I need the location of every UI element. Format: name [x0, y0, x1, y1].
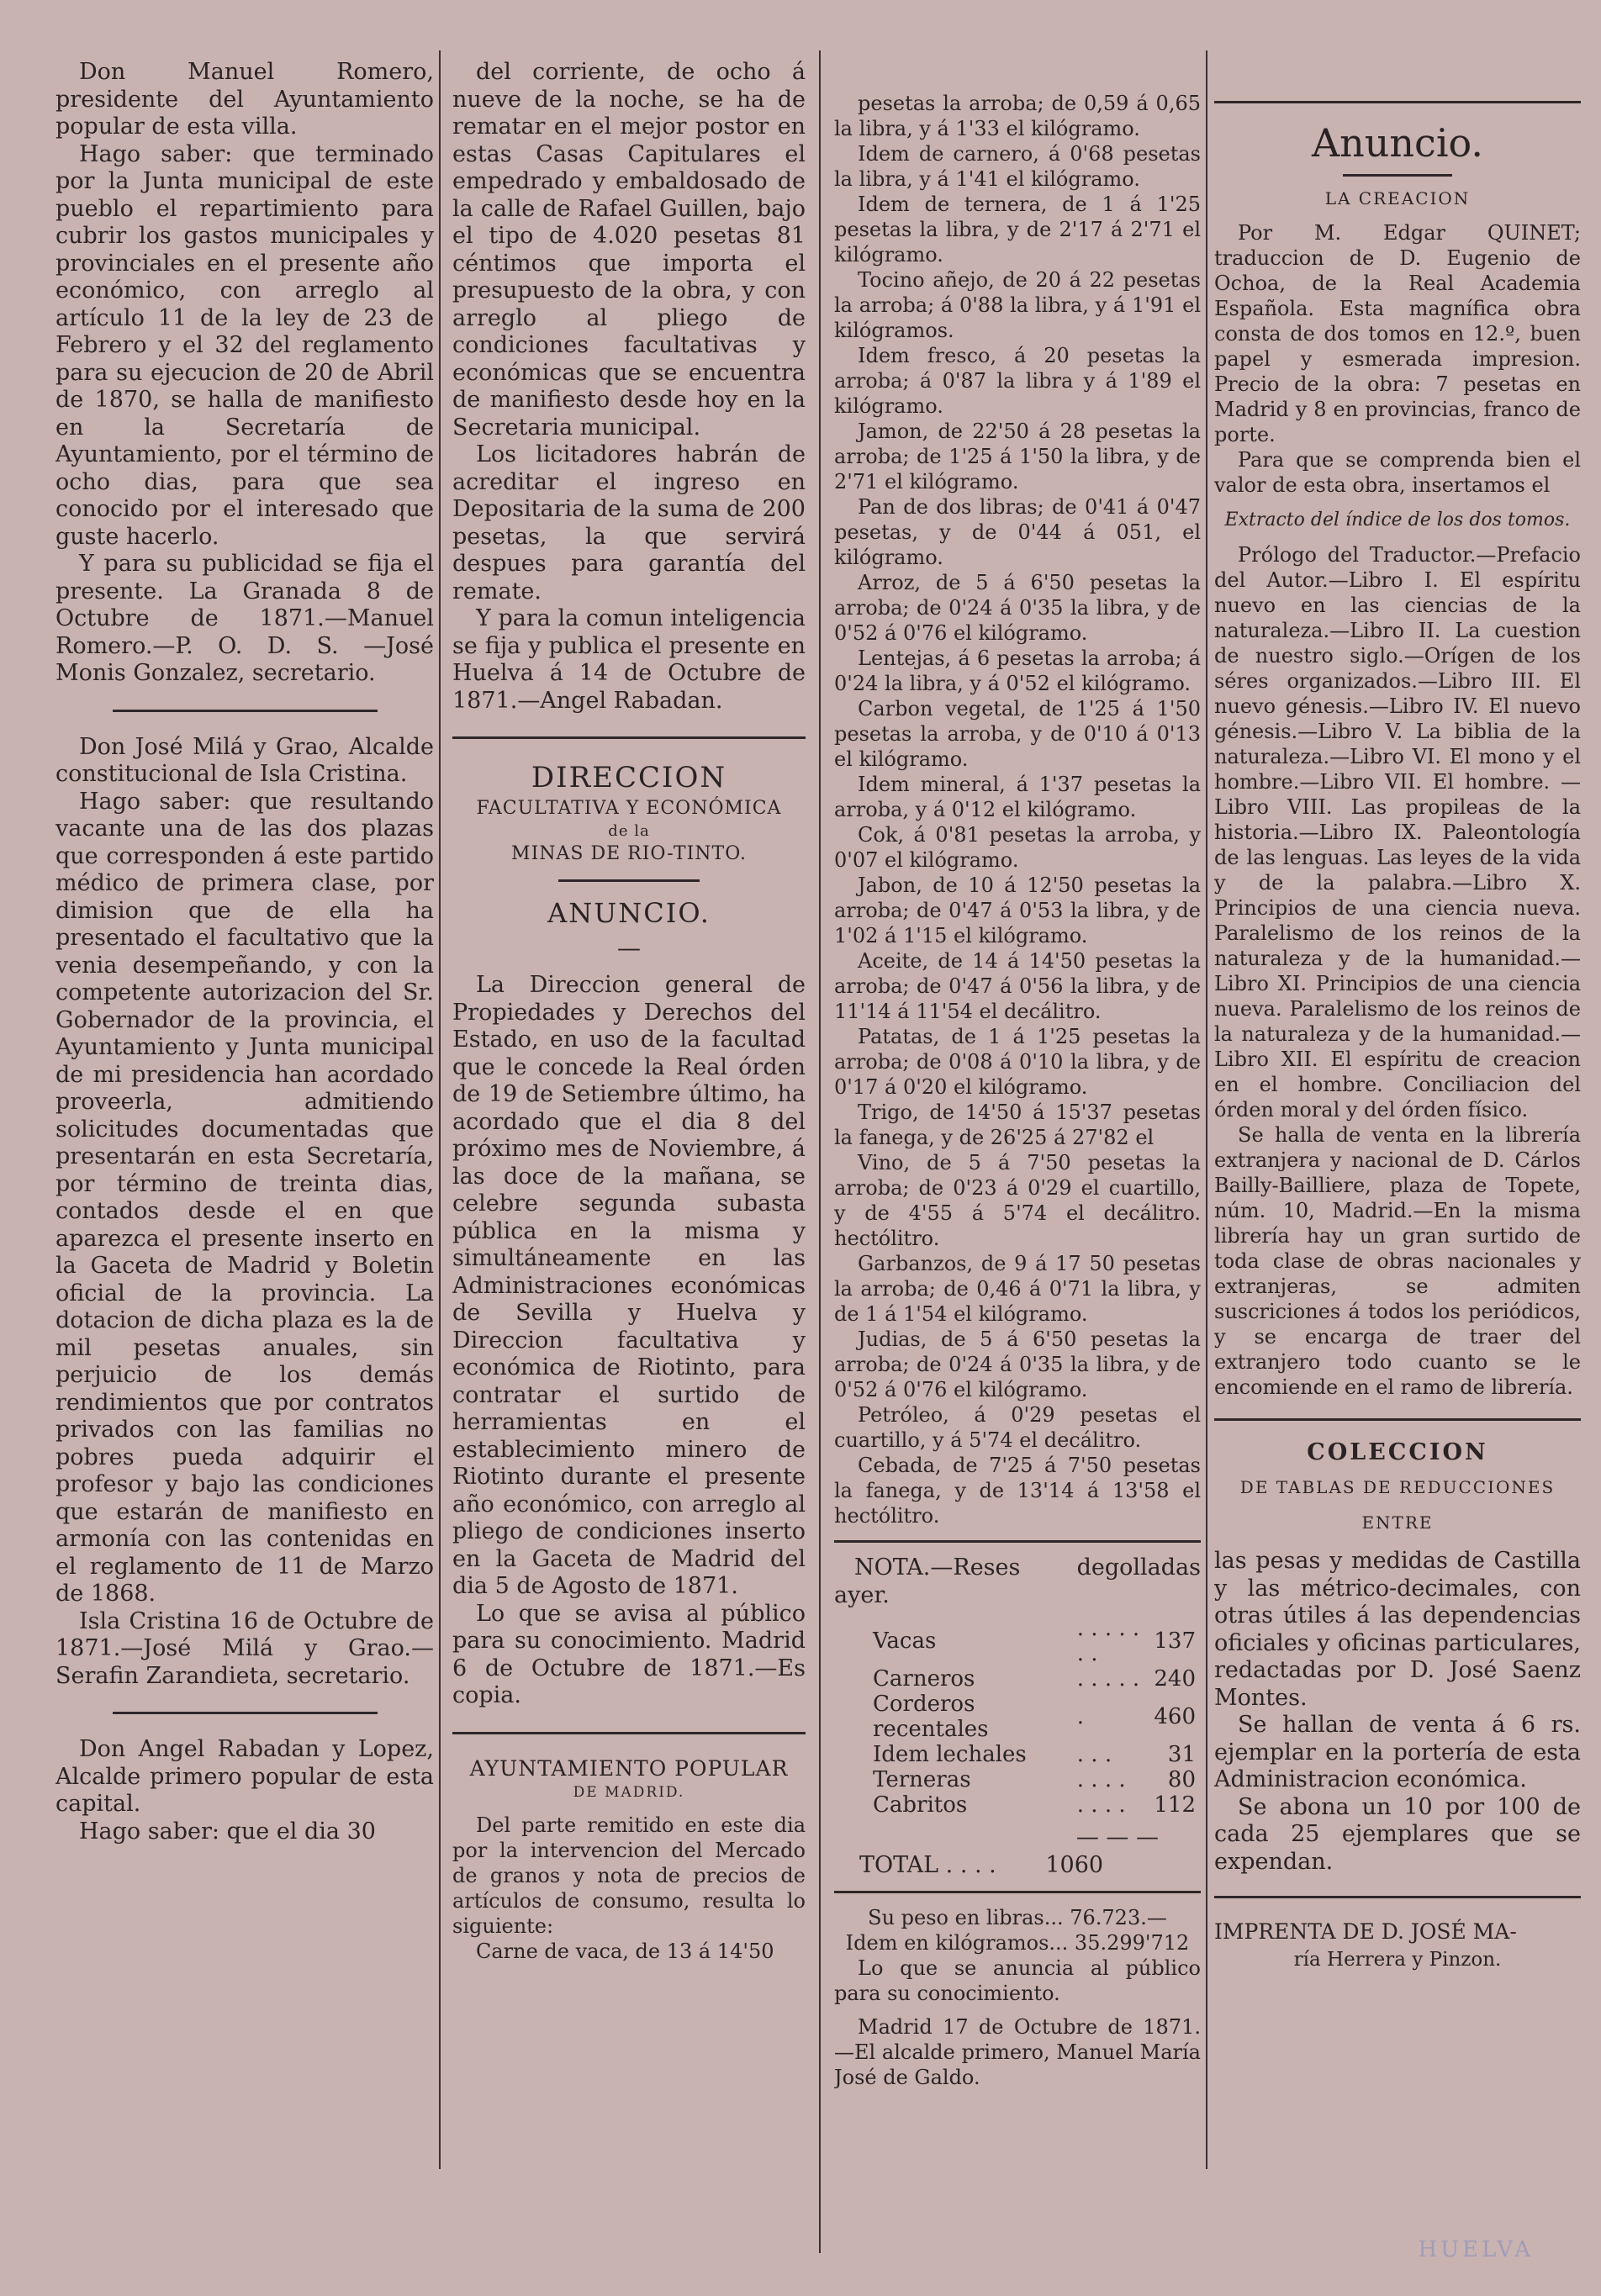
- rabadan-body: del corriente, de ocho á nueve de la noche, se ha de rematar en el mejor postor en estas Casas Capitulares el empedrado y embaldosado de la calle de Rafael Guillen, bajo el tipo de 4.020 pesetas 81 céntimos que importa el presupuesto de la obra, y con arreglo al pliego de condiciones facultativas y económicas que se encuentra de manifiesto desde hoy en la Secretaria municipal.: [452, 59, 806, 441]
- mercado-intro: Del parte remitido en este dia por la intervencion del Mercado de granos y nota de precios de artículos de consumo, resulta lo siguiente:: [452, 1813, 806, 1938]
- separator: [1343, 174, 1453, 177]
- peso-libras: Su peso en libras... 76.723.—: [868, 1906, 1167, 1929]
- reses-value: 137: [1154, 1628, 1196, 1654]
- ayuntamiento-header: [452, 1756, 806, 1801]
- rabadan-signature: Y para la comun inteligencia se fija y publica el presente en Huelva á 14 de Octubre de 1871.—Angel Rabadan.: [452, 605, 806, 714]
- price-item: Cebada, de 7'25 á 7'50 pesetas la fanega, y de 13'14 á 13'58 el hectólitro.: [834, 1454, 1201, 1528]
- column-1: [55, 59, 434, 1845]
- peso-kilogramos: Idem en kilógramos... 35.299'712: [845, 1931, 1190, 1955]
- table-row: [868, 1767, 1201, 1792]
- reses-value: 240: [1154, 1666, 1196, 1692]
- mila-heading: Don José Milá y Grao, Alcalde constitucional de Isla Cristina.: [55, 733, 434, 787]
- table-row: [868, 1666, 1201, 1692]
- venta-body: Se halla de venta en la librería extranjera y nacional de D. Cárlos Bailly-Bailliere, plaza de Topete, núm. 10, Madrid.—En la misma librería hay un gran surtido de toda clase de obras nacionales y extranjeras, se admiten suscriciones á todos los periódicos, y se encarga de traer del extranjero todo cuanto se le encomiende en el ramo de librería.: [1214, 1123, 1581, 1399]
- reses-name: Idem lechales: [873, 1742, 1027, 1767]
- reses-dots: .: [1076, 1704, 1085, 1729]
- reses-name: Cabritos: [873, 1792, 968, 1818]
- romero-heading: Don Manuel Romero, presidente del Ayuntamiento popular de esta villa.: [55, 59, 434, 140]
- total-rule: — — —: [1075, 1824, 1159, 1850]
- reses-dots: . . . .: [1076, 1767, 1126, 1792]
- reses-name: Terneras: [873, 1767, 971, 1792]
- extracto-title: Extracto del índice de los dos tomos.: [1224, 509, 1571, 530]
- separator: [558, 879, 700, 882]
- anuncio-title: ANUNCIO.: [547, 897, 711, 929]
- column-3: [834, 91, 1201, 2090]
- reses-value: 31: [1167, 1742, 1196, 1767]
- price-item: Pan de dos libras; de 0'41 á 0'47 pesetas, y de 0'44 á 051, el kilógramo.: [834, 495, 1201, 569]
- direccion-de-la: de la: [608, 822, 650, 840]
- total-row: [859, 1852, 1201, 1880]
- mercado-first-item: Carne de vaca, de 13 á 14'50: [476, 1939, 774, 1963]
- price-item: Idem mineral, á 1'37 pesetas la arroba, y á 0'12 el kilógramo.: [834, 773, 1201, 821]
- reses-dots: . . . .: [1076, 1792, 1126, 1818]
- anuncio-header: [452, 897, 806, 962]
- price-item: Cok, á 0'81 pesetas la arroba, y 0'07 el kilógramo.: [834, 823, 1201, 872]
- coleccion-venta: Se hallan de venta á 6 rs. ejemplar en la portería de esta Administracion económica.: [1214, 1712, 1581, 1792]
- table-row: [868, 1616, 1201, 1666]
- reses-name: Corderos recentales: [873, 1692, 989, 1742]
- rabadan-body-start: Hago saber: que el dia 30: [79, 1818, 376, 1845]
- separator: [834, 1891, 1201, 1893]
- archive-watermark-logo: HUELVA: [1418, 2237, 1534, 2262]
- column-4: [1214, 101, 1581, 1973]
- price-item: Aceite, de 14 á 14'50 pesetas la arroba; de 0'47 á 0'56 la libra, y de 11'14 á 11'54 el decálitro.: [834, 949, 1201, 1023]
- reses-table: [868, 1616, 1201, 1818]
- total-label: TOTAL . . . .: [859, 1851, 996, 1878]
- reses-name: Vacas: [873, 1628, 937, 1654]
- price-item: Lentejas, á 6 pesetas la arroba; á 0'24 la libra, y á 0'52 el kilógramo.: [834, 647, 1201, 695]
- coleccion-abono: Se abona un 10 por 100 de cada 25 ejemplares que se expendan.: [1214, 1793, 1581, 1875]
- price-item: pesetas la arroba; de 0,59 á 0,65 la libra, y á 1'33 el kilógramo.: [834, 92, 1201, 140]
- direccion-header: [452, 761, 806, 864]
- price-item: Tocino añejo, de 20 á 22 pesetas la arroba; á 0'88 la libra, y á 1'91 el kilógramos.: [834, 268, 1201, 342]
- price-list: [834, 91, 1201, 1528]
- price-item: Arroz, de 5 á 6'50 pesetas la arroba; de 0'24 á 0'35 la libra, y de 0'52 á 0'76 el kilógramo.: [834, 571, 1201, 645]
- separator: [1214, 1418, 1581, 1421]
- price-item: Jabon, de 10 á 12'50 pesetas la arroba; de 0'47 á 0'53 la libra, y de 1'02 á 1'15 el kilógramo.: [834, 874, 1201, 947]
- anuncio-final: Lo que se anuncia al público para su conocimiento.: [834, 1956, 1201, 2005]
- subasta-signature: Lo que se avisa al público para su conocimiento. Madrid 6 de Octubre de 1871.—Es copia.: [452, 1600, 806, 1708]
- column-divider: [819, 50, 821, 2253]
- reses-dots: . . .: [1076, 1742, 1112, 1767]
- anuncio-title: Anuncio.: [1311, 120, 1484, 166]
- price-item: Vino, de 5 á 7'50 pesetas la arroba; de 0'23 á 0'29 el cuartillo, y de 4'55 á 5'74 el decálitro. hectólitro.: [834, 1151, 1201, 1250]
- price-item: Jamon, de 22'50 á 28 pesetas la arroba; de 1'25 á 1'50 la libra, y de 2'71 el kilógramo.: [834, 420, 1201, 494]
- reses-name: Carneros: [873, 1666, 975, 1692]
- romero-signature: Y para su publicidad se fija el presente. La Granada 8 de Octubre de 1871.—Manuel Romero.—P. O. D. S. —José Monis Gonzalez, secretario.: [55, 551, 434, 686]
- mila-signature: Isla Cristina 16 de Octubre de 1871.—José Milá y Grao.—Serafin Zarandieta, secretario.: [55, 1607, 434, 1689]
- price-item: Petróleo, á 0'29 pesetas el cuartillo, y á 5'74 el decálitro.: [834, 1403, 1201, 1452]
- direccion-sub: FACULTATIVA Y ECONÓMICA: [476, 798, 782, 819]
- price-item: Carbon vegetal, de 1'25 á 1'50 pesetas la arroba, y de 0'10 á 0'13 el kilógramo.: [834, 697, 1201, 771]
- creacion-body: Por M. Edgar QUINET; traduccion de D. Eugenio de Ochoa, de la Real Academia Española. Esta magnífica obra consta de dos tomos en 12.º, buen papel y esmerada impresion. Precio de la obra: 7 pesetas en Madrid y 8 en provincias, franco de porte.: [1214, 221, 1581, 446]
- table-row: [868, 1792, 1201, 1818]
- separator: [834, 1540, 1201, 1543]
- reses-value: 80: [1167, 1767, 1196, 1792]
- ayuntamiento-title: AYUNTAMIENTO POPULAR: [469, 1755, 789, 1781]
- column-divider: [439, 50, 441, 2169]
- creacion-intro: Para que se comprenda bien el valor de esta obra, insertamos el: [1214, 448, 1581, 497]
- reses-value: 112: [1154, 1792, 1196, 1818]
- subasta-body: La Direccion general de Propiedades y Derechos del Estado, en uso de la facultad que le concede la Real órden de 19 de Setiembre último, ha acordado que el dia 8 del próximo mes de Noviembre, á las doce de la mañana, se celebre segunda subasta pública en la misma y simultáneamente en las Administraciones económicas de Sevilla y Huelva y Direccion facultativa y económica de Riotinto, para contratar el surtido de herramientas en el establecimiento minero de Riotinto durante el presente año económico, con arreglo al pliego de condiciones inserto en la Gaceta de Madrid del dia 5 de Agosto de 1871.: [452, 972, 806, 1599]
- table-row: [868, 1692, 1201, 1742]
- ayuntamiento-sub: DE MADRID.: [573, 1783, 685, 1801]
- price-item: Idem fresco, á 20 pesetas la arroba; á 0'87 la libra y á 1'89 el kilógramo.: [834, 344, 1201, 418]
- separator: [113, 710, 378, 712]
- coleccion-body: las pesas y medidas de Castilla y las métrico-decimales, con otras útiles á las dependencias oficiales y oficinas particulares, redactadas por D. José Saenz Montes.: [1214, 1548, 1581, 1711]
- price-item: Trigo, de 14'50 á 15'37 pesetas la fanega, y de 26'25 á 27'82 el: [834, 1100, 1201, 1149]
- column-2: [452, 59, 806, 1964]
- column-divider: [1206, 50, 1207, 2169]
- anuncio-dash: —: [617, 934, 641, 962]
- imprenta-line-2: ría Herrera y Pinzon.: [1293, 1948, 1502, 1971]
- indice-body: Prólogo del Traductor.—Prefacio del Autor.—Libro I. El espíritu nuevo en las ciencias de la naturaleza.—Libro II. La cuestion de nuestro siglo.—Orígen de los séres organizados.—Libro III. El nuevo génesis.—Libro IV. El nuevo génesis.—Libro V. La biblia de la naturaleza.—Libro VI. El mono y el hombre.—Libro VII. El hombre. —Libro VIII. Las propileas de la historia.—Libro IX. Paleontología de las lenguas. Las leyes de la vida y de la palabra.—Libro X. Principios de una ciencia nueva. Paralelismo de los reinos de la naturaleza y de la humanidad.—Libro XI. Principios de una ciencia nueva. Paralelismo de los reinos de la naturaleza y de la humanidad.—Libro XII. El espíritu de creacion en el hombre. Conciliacion del órden moral y del órden físico.: [1214, 543, 1581, 1122]
- table-row: [868, 1742, 1201, 1767]
- price-item: Judias, de 5 á 6'50 pesetas la arroba; de 0'24 á 0'35 la libra, y de 0'52 á 0'76 el kilógramo.: [834, 1327, 1201, 1401]
- coleccion-entre: ENTRE: [1361, 1512, 1434, 1533]
- rabadan-licitadores: Los licitadores habrán de acreditar el ingreso en Depositaria de la suma de 200 pesetas, la que servirá despues para garantía del remate.: [452, 441, 806, 604]
- imprenta-line-1: IMPRENTA DE D. JOSÉ MA-: [1214, 1919, 1517, 1944]
- price-item: Patatas, de 1 á 1'25 pesetas la arroba; de 0'08 á 0'10 la libra, y de 0'17 á 0'20 el kilógramo.: [834, 1025, 1201, 1099]
- reses-dots: . . . . . . .: [1076, 1616, 1140, 1666]
- romero-body: Hago saber: que terminado por la Junta municipal de este pueblo el repartimiento para cubrir los gastos municipales y provinciales en el presente año económico, con arreglo al artículo 11 de la ley de 23 de Febrero y el 32 del reglamento para su ejecucion de 20 de Abril de 1870, se halla de manifiesto en la Secretaría de Ayuntamiento, por el término de ocho dias, para que sea conocido por el interesado que guste hacerlo.: [55, 140, 434, 550]
- coleccion-title: COLECCION: [1307, 1439, 1488, 1465]
- nota-heading: NOTA.—Reses degolladas ayer.: [834, 1554, 1201, 1608]
- price-item: Garbanzos, de 9 á 17 50 pesetas la arroba; de 0,46 á 0'71 la libra, y de 1 á 1'54 el kilógramo.: [834, 1252, 1201, 1326]
- galdo-signature: Madrid 17 de Octubre de 1871. —El alcalde primero, Manuel María José de Galdo.: [834, 2015, 1201, 2089]
- separator: [1214, 101, 1581, 103]
- coleccion-sub: DE TABLAS DE REDUCCIONES: [1239, 1477, 1556, 1497]
- reses-dots: . . . . .: [1076, 1666, 1140, 1692]
- la-creacion-title: LA CREACION: [1324, 188, 1471, 208]
- rabadan-heading: Don Angel Rabadan y Lopez, Alcalde primero popular de esta capital.: [55, 1736, 434, 1817]
- separator: [1214, 1896, 1581, 1898]
- separator: [452, 1732, 806, 1734]
- price-item: Idem de carnero, á 0'68 pesetas la libra, y á 1'41 el kilógramo.: [834, 142, 1201, 191]
- direccion-minas: MINAS DE RIO-TINTO.: [511, 843, 747, 864]
- separator: [113, 1712, 378, 1714]
- reses-value: 460: [1154, 1704, 1196, 1729]
- total-value: 1060: [1045, 1851, 1104, 1878]
- direccion-title: DIRECCION: [531, 761, 727, 794]
- price-item: Idem de ternera, de 1 á 1'25 pesetas la libra, y de 2'17 á 2'71 el kilógramo.: [834, 193, 1201, 267]
- mila-body: Hago saber: que resultando vacante una de las dos plazas que corresponden á este partido médico de primera clase, por dimision que de ella ha presentado el facultativo que la venia desempeñando, y con la competente autorizacion del Sr. Gobernador de la provincia, el Ayuntamiento y Junta municipal de mi presidencia han acordado proveerla, admitiendo solicitudes documentadas que presentarán en esta Secretaría, por término de treinta dias, contados desde el en que aparezca el presente inserto en la Gaceta de Madrid y Boletin oficial de la provincia. La dotacion de dicha plaza es la de mil pesetas anuales, sin perjuicio de los demás rendimientos que por contratos privados con las familias no pobres pueda adquirir el profesor y bajo las condiciones que estarán de manifiesto en armonía con las contenidas en el reglamento de 11 de Marzo de 1868.: [55, 788, 434, 1607]
- separator: [452, 736, 806, 739]
